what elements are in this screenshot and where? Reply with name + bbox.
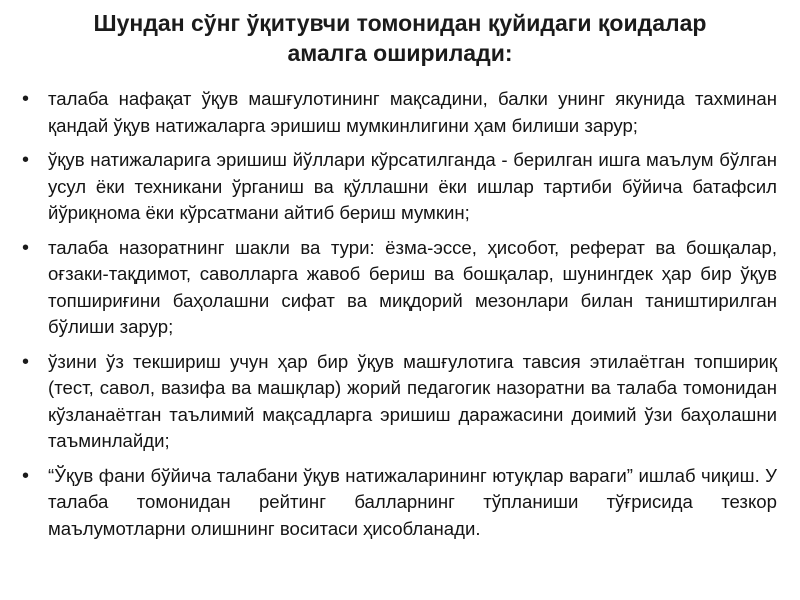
bullet-item [20,463,777,543]
bullet-item [20,349,777,455]
bullet-text: ўзини ўз текшириш учун ҳар бир ўқув машғулотига тавсия этилаётган топшириқ (тест, савол, вазифа ва машқлар) жорий педагогик назоратни ва талаба томонидан кўзланаётган таълимий мақсадларга эришиш даражасини доимий ўзи баҳолашни таъминлайди; [48,350,777,451]
slide-title: Шундан сўнг ўқитувчи томонидан қуйидаги қоидалар амалга оширилади: [93,10,707,66]
bullet-text: ўқув натижаларига эришиш йўллари кўрсатилганда - берилган ишга маълум бўлган усул ёки техникани ўрганиш ва қўллашни ёки ишлар тартиби бўйича батафсил йўриқнома ёки кўрсатмани айтиб бериш мумкин; [48,149,777,223]
bullet-item [20,235,777,341]
bullet-icon: • [22,149,30,171]
bullet-list [20,86,777,550]
bullet-icon: • [22,350,30,373]
bullet-item [20,147,777,227]
bullet-text: талаба нафақат ўқув машғулотининг мақсадини, балки унинг якунида тахминан қандай ўқув натижаларга эришиш мумкинлигини ҳам билиши зарур; [48,88,777,136]
bullet-icon: • [22,236,30,259]
bullet-text: талаба назоратнинг шакли ва тури: ёзма-эссе, ҳисобот, реферат ва бошқалар, оғзаки-тақдимот, саволларга жавоб бериш ва бошқалар, шунингдек ҳар бир ўқув топшириғини баҳолашни сифат ва миқдорий мезонлари билан таништирилган бўлиши зарур; [48,236,777,337]
bullet-item [20,86,777,139]
bullet-icon: • [22,464,30,487]
bullet-text: “Ўқув фани бўйича талабани ўқув натижаларининг ютуқлар вараги” ишлаб чиқиш. У талаба томонидан рейтинг балларнинг тўпланиши тўғрисида тезкор маълумотларни олишнинг воситаси ҳисобланади. [48,464,777,539]
bullet-icon: • [22,88,30,110]
